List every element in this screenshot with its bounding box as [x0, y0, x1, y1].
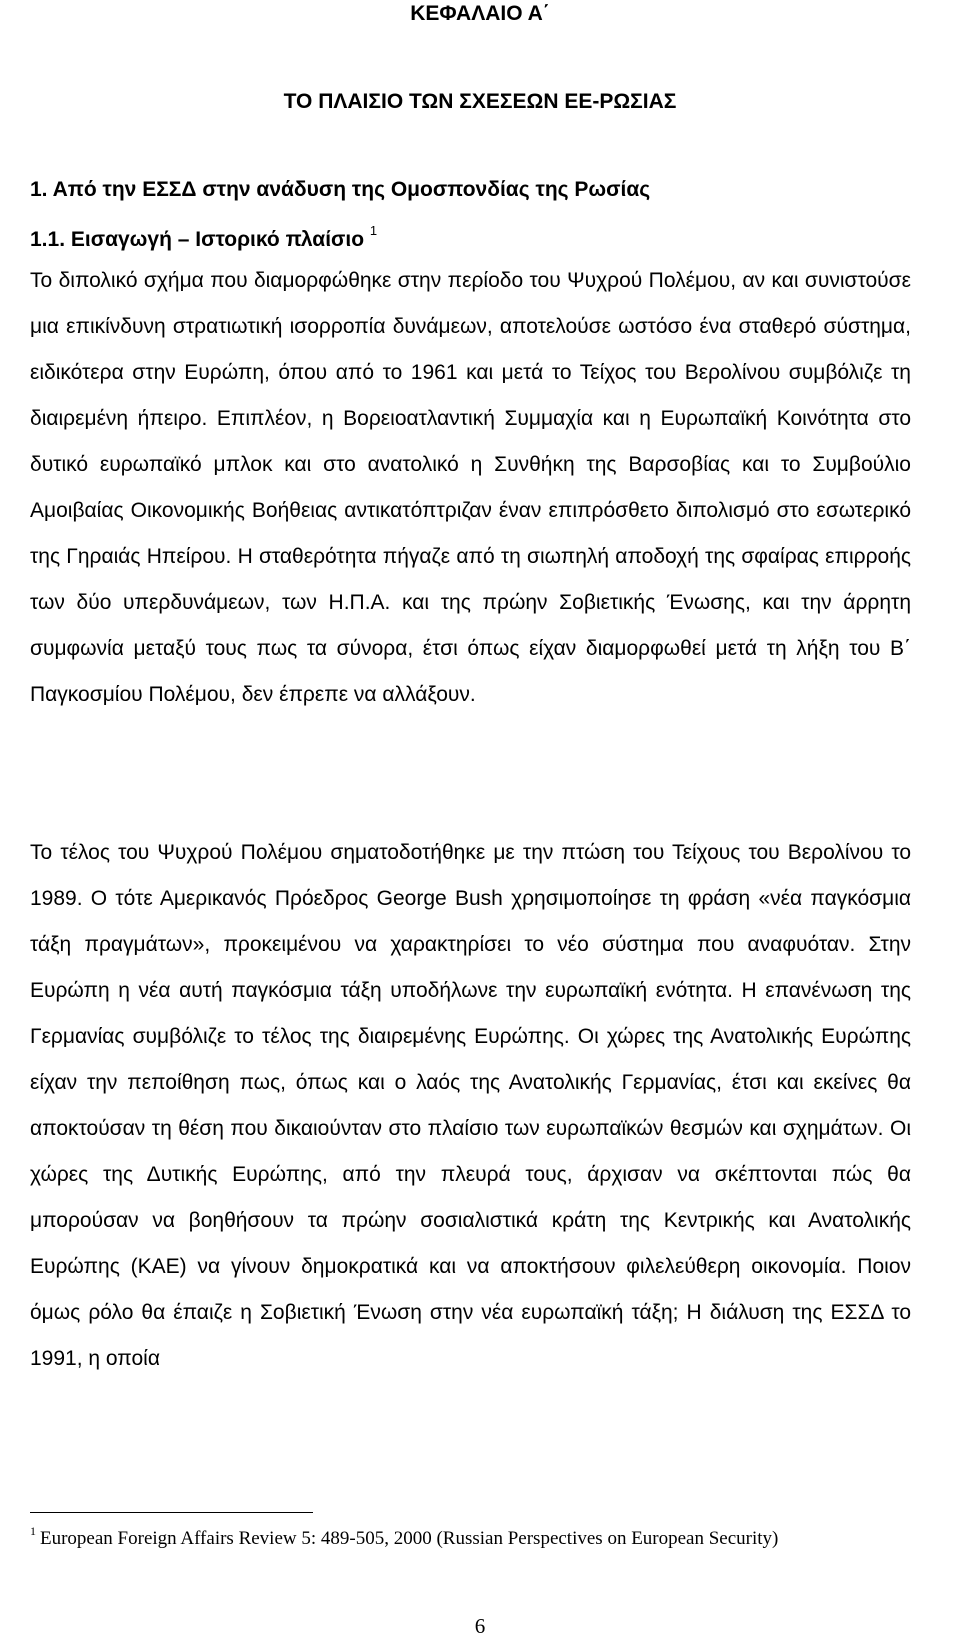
- chapter-heading: ΚΕΦΑΛΑΙΟ Α΄: [410, 2, 550, 25]
- footnote-text: European Foreign Affairs Review 5: 489-505, 2000 (Russian Perspectives on European Security): [40, 1528, 779, 1549]
- paragraph: Το τέλος του Ψυχρού Πολέμου σηματοδοτήθηκε με την πτώση του Τείχους του Βερολίνου το 1989. Ο τότε Αμερικανός Πρόεδρος George Bush χρησιμοποίησε τη φράση «νέα παγκόσμια τάξη πραγμάτων», προκειμένου να χαρακτηρίσει το νέο σύστημα που αναφυόταν. Στην Ευρώπη η νέα αυτή παγκόσμια τάξη υποδήλωνε την ευρωπαϊκή ενότητα. Η επανένωση της Γερμανίας συμβόλιζε το τέλος της διαιρεμένης Ευρώπης. Οι χώρες της Ανατολικής Ευρώπης είχαν την πεποίθηση πως, όπως και ο λαός της Ανατολικής Γερμανίας, έτσι και εκείνες θα αποκτούσαν τη θέση που δικαιούνταν στο πλαίσιο των ευρωπαϊκών θεσμών και σχημάτων. Οι χώρες της Δυτικής Ευρώπης, από την πλευρά τους, άρχισαν να σκέπτονται πώς θα μπορούσαν να βοηθήσουν τα πρώην σοσιαλιστικά κράτη της Κεντρικής και Ανατολικής Ευρώπης (ΚΑΕ) να γίνουν δημοκρατικά και να αποκτήσουν φιλελεύθερη οικονομία. Ποιον όμως ρόλο θα έπαιζε η Σοβιετική Ένωση στην νέα ευρωπαϊκή τάξη; Η διάλυση της ΕΣΣΔ το 1991, η οποία: [30, 841, 911, 1370]
- footnote-divider: [30, 1512, 313, 1513]
- paragraph: Το διπολικό σχήμα που διαμορφώθηκε στην περίοδο του Ψυχρού Πολέμου, αν και συνιστούσε μια επικίνδυνη στρατιωτική ισορροπία δυνάμεων, αποτελούσε ωστόσο ένα σταθερό σύστημα, ειδικότερα στην Ευρώπη, όπου από το 1961 και μετά το Τείχος του Βερολίνου συμβόλιζε τη διαιρεμένη ήπειρο. Επιπλέον, η Βορειοατλαντική Συμμαχία και η Ευρωπαϊκή Κοινότητα στο δυτικό ευρωπαϊκό μπλοκ και στο ανατολικό η Συνθήκη της Βαρσοβίας και το Συμβούλιο Αμοιβαίας Οικονομικής Βοήθειας αντικατόπτριζαν έναν επιπρόσθετο διπολισμό στο εσωτερικό της Γηραιάς Ηπείρου. Η σταθερότητα πήγαζε από τη σιωπηλή αποδοχή της σφαίρας επιρροής των δύο υπερδυνάμεων, των Η.Π.Α. και της πρώην Σοβιετικής Ένωσης, και την άρρητη συμφωνία μεταξύ τους πως τα σύνορα, έτσι όπως είχαν διαμορφωθεί μετά τη λήξη του Β΄ Παγκοσμίου Πολέμου, δεν έπρεπε να αλλάξουν.: [30, 269, 911, 706]
- subsection-heading-text: 1.1. Εισαγωγή – Ιστορικό πλαίσιο: [30, 228, 365, 251]
- footnote: [30, 1524, 778, 1550]
- subsection-heading: [30, 223, 377, 252]
- footnote-number: 1: [30, 1524, 36, 1538]
- page-number: 6: [474, 1614, 486, 1638]
- footnote-reference[interactable]: 1: [369, 223, 378, 238]
- page-title: ΤΟ ΠΛΑΙΣΙΟ ΤΩΝ ΣΧΕΣΕΩΝ ΕΕ-ΡΩΣΙΑΣ: [283, 90, 677, 113]
- section-heading: 1. Από την ΕΣΣΔ στην ανάδυση της Ομοσπονδίας της Ρωσίας: [30, 178, 651, 201]
